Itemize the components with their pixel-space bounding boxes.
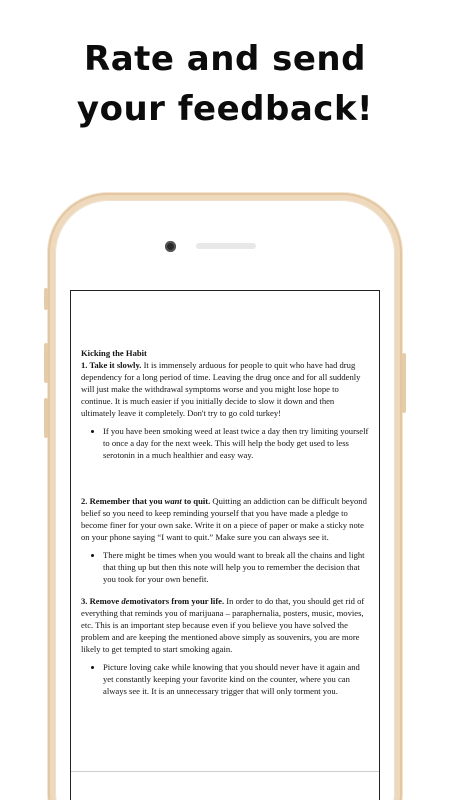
- volume-up-button: [44, 343, 48, 383]
- document-title: Kicking the Habit: [81, 348, 147, 358]
- bottom-divider: [71, 771, 379, 772]
- promo-headline: [0, 34, 450, 134]
- headline-line-1: Rate and send: [84, 39, 366, 79]
- mute-switch: [44, 288, 48, 310]
- section-2-bullets: [81, 549, 369, 585]
- document-content: [81, 347, 369, 707]
- spacer: [81, 471, 369, 495]
- section-3-body: In order to do that, you should get rid of everything that reminds you of marijuana – paraphernalia, posters, music, movies, etc. This is an important step because even if you believe you have solved the problem and are keeping the mentioned above simply as souvenirs, you are more likely to get tempted to start smoking again.: [81, 596, 365, 654]
- section-3-bullets: [81, 661, 369, 697]
- section-3-heading-pre: 3. Remove: [81, 596, 122, 606]
- headline-line-2: your feedback!: [76, 89, 374, 129]
- section-1-body: It is immensely arduous for people to quit who have had drug dependency for a long period of time. Leaving the drug once and for all suddenly will just make the withdrawal symptoms worse and you might lose hope to continue. It is much easier if you initially decide to slow it down and then ultimately leave it completely. Don't try to go cold turkey!: [81, 360, 361, 418]
- document-screen[interactable]: [70, 290, 380, 800]
- power-button: [402, 353, 406, 413]
- section-1: [81, 359, 369, 461]
- section-1-heading: 1. Take it slowly.: [81, 360, 142, 370]
- section-2-heading-emphasis: want: [164, 496, 182, 506]
- volume-down-button: [44, 398, 48, 438]
- section-3: [81, 595, 369, 697]
- section-2: [81, 495, 369, 585]
- front-camera-icon: [165, 241, 176, 252]
- section-1-bullets: [81, 425, 369, 461]
- section-3-heading-post: motivators from your life.: [129, 596, 225, 606]
- earpiece-speaker: [196, 243, 256, 249]
- section-2-bullet: • There might be times when you would want to break all the chains and light that thing up but then this note will help you to remember the decision that you took for your own benefit.: [103, 549, 369, 585]
- section-1-bullet: • If you have been smoking weed at least twice a day then try limiting yourself to once a day for the next week. This will help the body get used to less serotonin in a much healthier and easy way.: [103, 425, 369, 461]
- section-2-heading-post: to quit.: [181, 496, 211, 506]
- section-2-heading-pre: 2. Remember that you: [81, 496, 165, 506]
- section-3-bullet: • Picture loving cake while knowing that you should never have it again and yet constantly keeping your favorite kind on the counter, where you can always see it. It is an unnecessary trigger that will only torment you.: [103, 661, 369, 697]
- section-3-heading-emphasis: de: [121, 596, 130, 606]
- section-2-paragraph: [81, 495, 369, 543]
- section-2-body: Quitting an addiction can be difficult beyond belief so you need to keep reminding yourself that you have made a pledge to become finer for your own sake. Write it on a piece of paper or make a sticky note on your phone saying “I want to quit.” Make sure you can always see it.: [81, 496, 367, 542]
- section-1-paragraph: [81, 359, 369, 419]
- section-3-paragraph: [81, 595, 369, 655]
